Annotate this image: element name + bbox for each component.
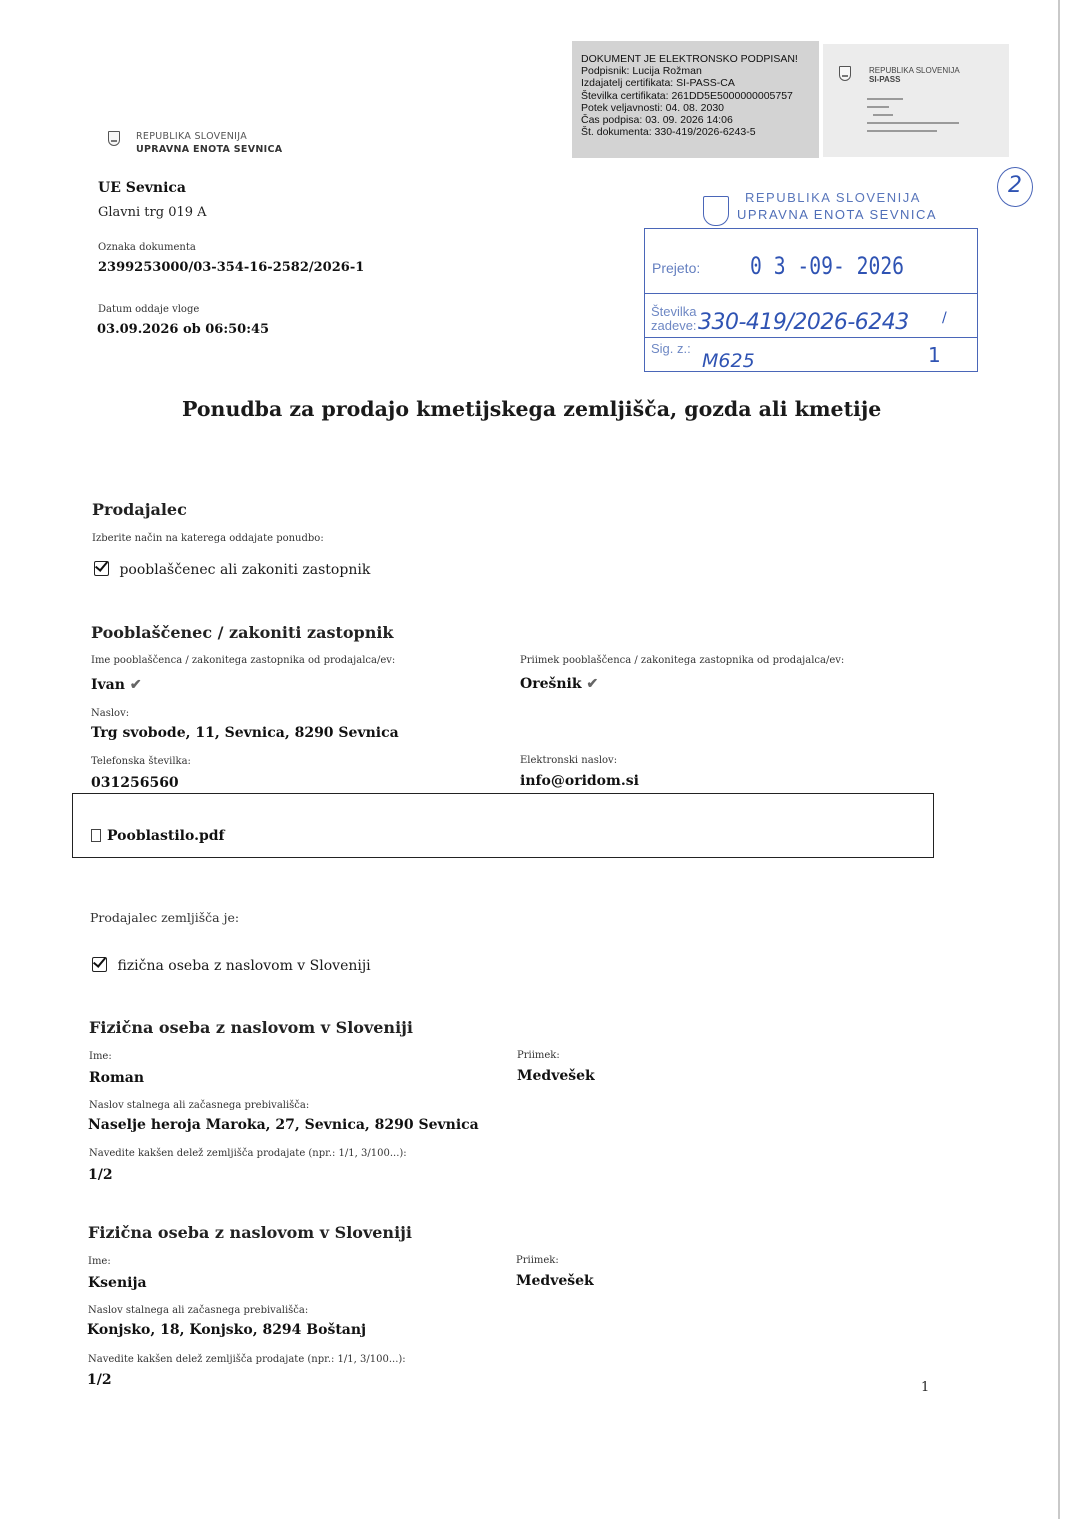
rep-address: Trg svobode, 11, Sevnica, 8290 Sevnica (91, 725, 399, 741)
coat-of-arms-icon (839, 66, 851, 81)
e-signature-line: Številka certifikata: 261DD5E5000000005757 (581, 89, 793, 102)
submission-value: 03.09.2026 ob 06:50:45 (97, 322, 270, 337)
person-last-name-label: Priimek: (517, 1050, 560, 1061)
sipass-republic: REPUBLIKA SLOVENIJA (869, 66, 960, 75)
e-signature-line: DOKUMENT JE ELEKTRONSKO PODPISAN! (581, 53, 798, 65)
person-heading: Fizična oseba z naslovom v Sloveniji (88, 1223, 413, 1242)
representative-heading: Pooblaščenec / zakoniti zastopnik (91, 623, 394, 642)
sipass-title: SI-PASS (869, 75, 901, 84)
person-address: Konjsko, 18, Konjsko, 8294 Boštanj (87, 1322, 367, 1338)
rep-first-name-value: Ivan (91, 677, 125, 693)
checkbox-checked-icon (94, 561, 109, 576)
e-signature-line: Čas podpisa: 03. 09. 2026 14:06 (581, 114, 733, 127)
stamp-received-label: Prejeto: (652, 260, 701, 276)
person-first-name: Roman (89, 1070, 145, 1086)
attachment-box (72, 793, 934, 858)
coat-of-arms-icon (108, 131, 120, 146)
rep-last-name-value: Orešnik (520, 676, 582, 692)
seller-prompt: Izberite način na katerega oddajate ponudbo: (92, 533, 324, 544)
person-address-label: Naslov stalnega ali začasnega prebivališča: (88, 1305, 309, 1316)
submission-label: Datum oddaje vloge (98, 304, 200, 315)
e-signature-line: Podpisnik: Lucija Rožman (581, 65, 702, 78)
land-seller-prompt: Prodajalec zemljišča je: (90, 910, 240, 925)
rep-phone-label: Telefonska številka: (91, 756, 191, 767)
page-mark-circled: 2 (997, 167, 1033, 207)
verified-check-icon: ✔ (586, 676, 599, 692)
person-first-name-label: Ime: (88, 1256, 111, 1267)
doc-ref-label: Oznaka dokumenta (98, 242, 196, 253)
stamp-count: 1 (928, 343, 941, 367)
person-address-label: Naslov stalnega ali začasnega prebivališča: (89, 1100, 310, 1111)
stamp-tick: / (942, 310, 947, 326)
rep-first-name (91, 677, 142, 693)
sipass-box (823, 44, 1009, 157)
verified-check-icon: ✔ (129, 677, 142, 693)
page-number: 1 (921, 1380, 930, 1395)
rep-email-label: Elektronski naslov: (520, 755, 618, 766)
rep-phone: 031256560 (91, 775, 179, 791)
e-signature-line: Izdajatelj certifikata: SI-PASS-CA (581, 77, 735, 90)
file-icon (91, 829, 101, 842)
stamp-coat-of-arms-icon (703, 196, 729, 226)
person-share-label: Navedite kakšen delež zemljišča prodajate (npr.: 1/1, 3/100...): (88, 1354, 406, 1365)
stamp-case-label-1: Številka (651, 304, 697, 319)
stamp-sig-label: Sig. z.: (651, 341, 691, 356)
stamp-case-label-2: zadeve: (651, 318, 697, 333)
person-first-name-label: Ime: (89, 1051, 112, 1062)
e-signature-line: Potek veljavnosti: 04. 08. 2030 (581, 101, 725, 114)
stamp-republic: REPUBLIKA SLOVENIJA (745, 190, 921, 205)
land-seller-option (92, 957, 371, 974)
doc-ref-value: 2399253000/03-354-16-2582/2026-1 (98, 260, 365, 275)
person-heading: Fizična oseba z naslovom v Sloveniji (89, 1018, 414, 1037)
e-signature-line: Št. dokumenta: 330-419/2026-6243-5 (581, 126, 756, 139)
rep-email: info@oridom.si (520, 773, 639, 789)
person-last-name: Medvešek (517, 1068, 595, 1084)
attachment-link[interactable]: Pooblastilo.pdf (107, 828, 225, 844)
stamp-received-date: 0 3 -09- 2026 (750, 252, 905, 280)
recipient-name: UE Sevnica (98, 180, 186, 196)
sipass-fine-print (867, 96, 967, 138)
e-signature-box (572, 41, 819, 158)
person-share: 1/2 (88, 1167, 113, 1183)
stamp-case-number: 330-419/2026-6243 (698, 310, 909, 335)
rep-address-label: Naslov: (91, 708, 130, 719)
person-address: Naselje heroja Maroka, 27, Sevnica, 8290 Sevnica (88, 1117, 479, 1133)
person-share: 1/2 (87, 1372, 112, 1388)
seller-option-label: pooblaščenec ali zakoniti zastopnik (119, 562, 371, 578)
person-first-name: Ksenija (88, 1275, 147, 1291)
stamp-office: UPRAVNA ENOTA SEVNICA (737, 207, 938, 222)
rep-first-name-label: Ime pooblaščenca / zakonitega zastopnika od prodajalca/ev: (91, 655, 396, 666)
person-last-name: Medvešek (516, 1273, 594, 1289)
person-share-label: Navedite kakšen delež zemljišča prodajate (npr.: 1/1, 3/100...): (89, 1148, 407, 1159)
checkbox-checked-icon (92, 957, 107, 972)
seller-heading: Prodajalec (92, 500, 187, 519)
land-seller-option-label: fizična oseba z naslovom v Sloveniji (117, 958, 371, 974)
person-last-name-label: Priimek: (516, 1255, 559, 1266)
rep-last-name-label: Priimek pooblaščenca / zakonitega zastopnika od prodajalca/ev: (520, 655, 845, 666)
seller-option (94, 561, 370, 578)
header-republic: REPUBLIKA SLOVENIJA (136, 131, 248, 142)
page-title: Ponudba za prodajo kmetijskega zemljišča, gozda ali kmetije (182, 397, 882, 421)
stamp-sig-value: M625 (702, 350, 755, 372)
recipient-address: Glavni trg 019 A (98, 205, 207, 220)
scan-edge (1058, 0, 1060, 1519)
header-office: UPRAVNA ENOTA SEVNICA (136, 144, 283, 155)
rep-last-name (520, 676, 598, 692)
